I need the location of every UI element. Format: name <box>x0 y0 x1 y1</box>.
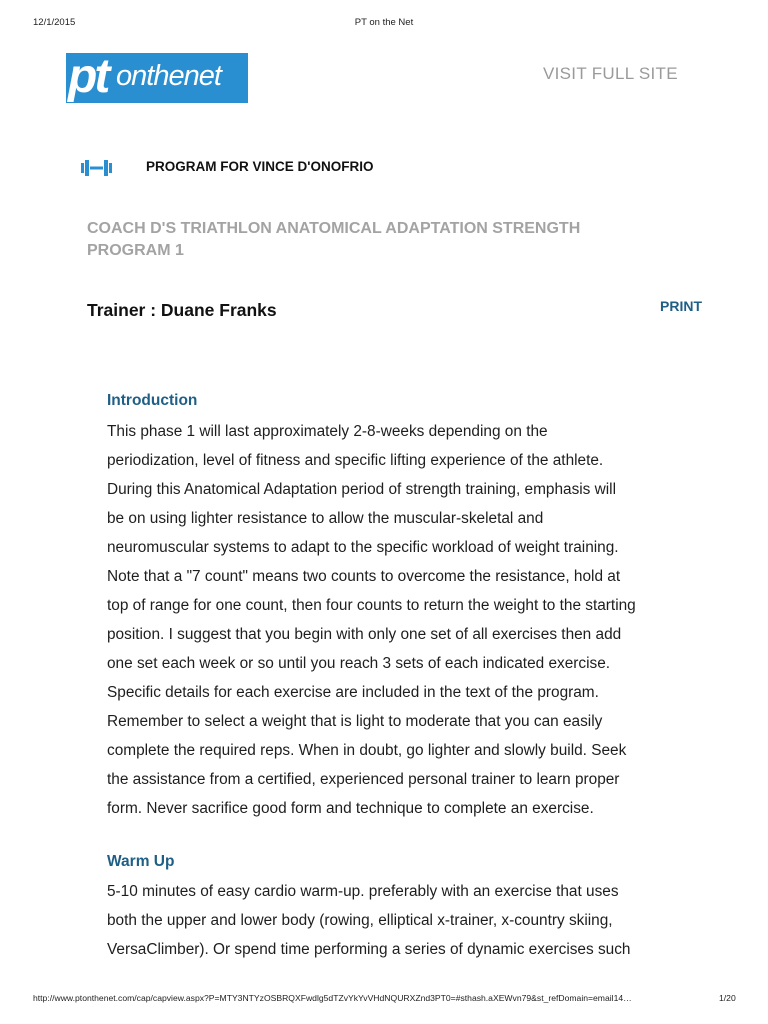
trainer-name: Trainer : Duane Franks <box>87 300 277 320</box>
introduction-body <box>107 417 667 823</box>
text-line: Note that a "7 count" means two counts to overcome the resistance, hold at <box>107 568 621 585</box>
text-line: one set each week or so until you reach 3 sets of each indicated exercise. <box>107 655 611 672</box>
text-line: 5-10 minutes of easy cardio warm-up. preferably with an exercise that uses <box>107 883 619 900</box>
program-title-line: COACH D'S TRIATHLON ANATOMICAL ADAPTATION STRENGTH <box>87 220 581 237</box>
dumbbell-icon <box>80 158 113 178</box>
site-logo[interactable] <box>66 53 248 103</box>
warmup-heading: Warm Up <box>107 853 175 870</box>
print-date: 12/1/2015 <box>33 17 76 28</box>
page-number: 1/20 <box>719 993 736 1003</box>
text-line: During this Anatomical Adaptation period of strength training, emphasis will <box>107 481 617 498</box>
warmup-body <box>107 877 667 964</box>
text-line: the assistance from a certified, experienced personal trainer to learn proper <box>107 771 620 788</box>
print-footer <box>0 993 768 1007</box>
print-page-title: PT on the Net <box>354 17 414 28</box>
text-line: This phase 1 will last approximately 2-8-weeks depending on the <box>107 423 548 440</box>
text-line: position. I suggest that you begin with only one set of all exercises then add <box>107 626 622 643</box>
text-line: VersaClimber). Or spend time performing a series of dynamic exercises such <box>107 941 631 958</box>
introduction-heading: Introduction <box>107 392 198 409</box>
text-line: top of range for one count, then four counts to return the weight to the starting <box>107 597 636 614</box>
logo-text-pt: pt <box>68 53 108 103</box>
program-title-line: PROGRAM 1 <box>87 242 184 259</box>
text-line: both the upper and lower body (rowing, elliptical x-trainer, x-country skiing, <box>107 912 613 929</box>
visit-full-site-link[interactable]: VISIT FULL SITE <box>543 64 678 83</box>
print-url: http://www.ptonthenet.com/cap/capview.aspx?P=MTY3NTYzOSBRQXFwdlg5dTZvYkYvVHdNQURXZnd3PT0=#sthash.aXEWvn79&st_refDomain=email14… <box>33 993 632 1003</box>
text-line: complete the required reps. When in doubt, go lighter and slowly build. Seek <box>107 742 627 759</box>
program-title <box>87 218 707 262</box>
program-for-label: PROGRAM FOR VINCE D'ONOFRIO <box>146 159 374 174</box>
logo-text-rest: onthenet <box>116 60 221 92</box>
text-line: Remember to select a weight that is light to moderate that you can easily <box>107 713 603 730</box>
text-line: be on using lighter resistance to allow the muscular-skeletal and <box>107 510 544 527</box>
text-line: form. Never sacrifice good form and technique to complete an exercise. <box>107 800 594 817</box>
print-header <box>0 17 768 31</box>
text-line: Specific details for each exercise are included in the text of the program. <box>107 684 599 701</box>
print-link[interactable]: PRINT <box>660 298 702 314</box>
text-line: periodization, level of fitness and specific lifting experience of the athlete. <box>107 452 604 469</box>
text-line: neuromuscular systems to adapt to the specific workload of weight training. <box>107 539 619 556</box>
